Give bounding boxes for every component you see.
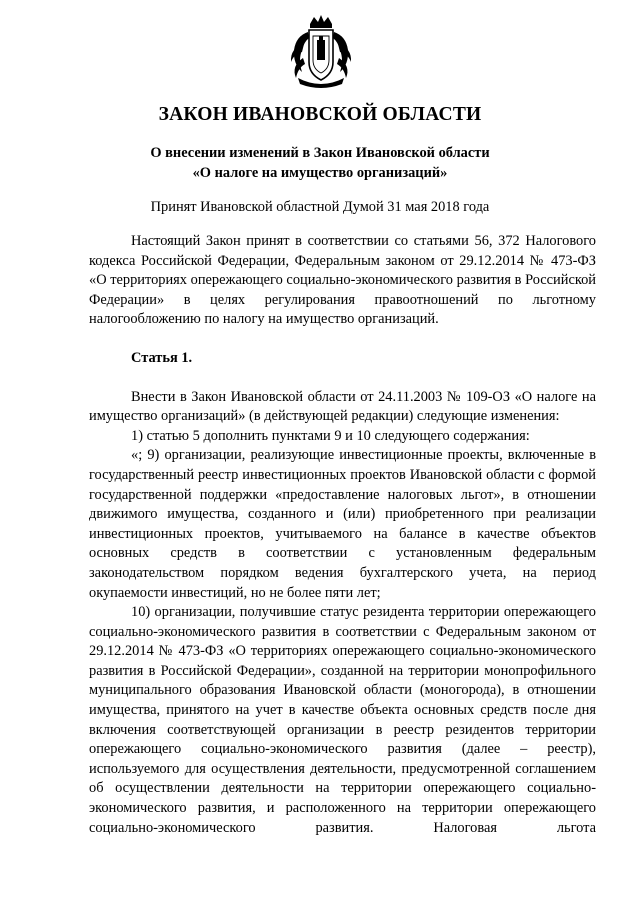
item-1-point-10: 10) организации, получившие статус резидента территории опережающего социально-экономического развития в соответствии с Федеральным законом от 29.12.2014 № 473-ФЗ «О территориях опережающего социально-экономического развития в Российской Федерации», созданной на территории монопрофильного муниципального образования Ивановской области (моногорода), в отношении имущества, принятого на учет в качестве объекта основных средств после дня включения соответствующей организации в реестр резидентов территории опережающего социально-экономического развития (далее – реестр), используемого для осуществления деятельности, предусмотренной соглашением об осуществлении деятельности на территории опережающего социально-экономического развития, и расположенного на территории опережающего социально-экономического развития. Налоговая льгота	[89, 604, 596, 836]
item-1-point-9: «; 9) организации, реализующие инвестиционные проекты, включенные в государственный реестр инвестиционных проектов Ивановской области с формой государственной поддержки «предоставление налоговых льгот», в отношении движимого имущества, созданного и (или) приобретенного при реализации инвестиционных проектов, учитываемого на балансе в качестве объектов основных средств в соответствии с установленным федеральным законодательством порядком ведения бухгалтерского учета, на период окупаемости инвестиций, но не более пяти лет;	[89, 447, 596, 601]
preamble-paragraph: Настоящий Закон принят в соответствии со статьями 56, 372 Налогового кодекса Российской Федерации, Федеральным законом от 29.12.2014 № 473-ФЗ «О территориях опережающего социально-экономического развития в Российской Федерации» в целях регулирования правоотношений по льготному налогообложению по налогу на имущество организаций.	[89, 233, 596, 328]
subtitle-line-2: «О налоге на имущество организаций»	[192, 164, 448, 181]
article-1-heading: Статья 1.	[131, 349, 193, 366]
law-body	[89, 232, 596, 838]
law-title: ЗАКОН ИВАНОВСКОЙ ОБЛАСТИ	[158, 104, 482, 125]
article-1-intro: Внести в Закон Ивановской области от 24.11.2003 № 109-ОЗ «О налоге на имущество организаций» (в действующей редакции) следующие изменения:	[89, 388, 596, 425]
subtitle-line-1: О внесении изменений в Закон Ивановской области	[150, 145, 490, 161]
law-subtitle	[0, 144, 640, 183]
coat-of-arms-icon	[288, 14, 354, 90]
adoption-note: Принят Ивановской областной Думой 31 мая 2018 года	[150, 199, 490, 215]
item-1: 1) статью 5 дополнить пунктами 9 и 10 следующего содержания:	[131, 427, 530, 444]
